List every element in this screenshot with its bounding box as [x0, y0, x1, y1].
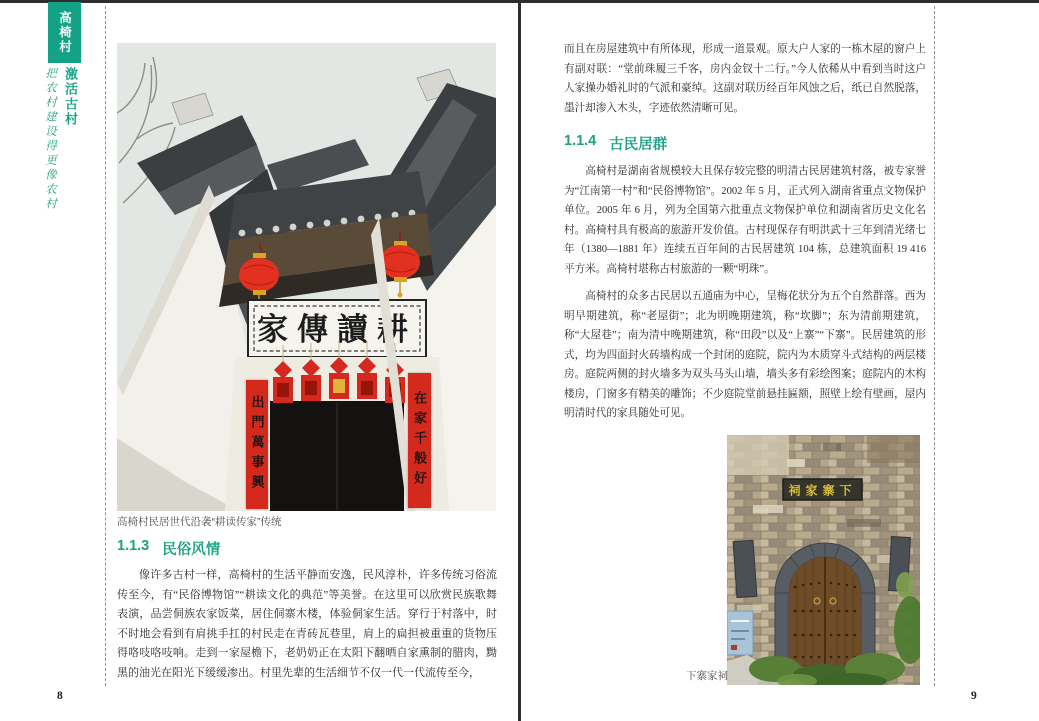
- sidebar-village-badge: [48, 2, 81, 63]
- series-slogan: 把农村建设得更像农村: [44, 67, 56, 212]
- arched-doorway: [775, 543, 875, 667]
- shrine-plaque: [783, 479, 862, 500]
- center-binding-line: [518, 0, 521, 721]
- village-name: 高椅村: [57, 10, 72, 55]
- gate-plaque-text: 家傳讀耕: [257, 312, 417, 347]
- left-photo-gate: [117, 43, 496, 511]
- section-title: 古民居群: [609, 137, 668, 153]
- right-page-dashed-divider: [934, 6, 935, 686]
- right-photo-shrine: [727, 435, 920, 685]
- section-heading-1-1-4: [564, 133, 667, 154]
- shrine-photo-art: [727, 435, 920, 685]
- couplet-left: 出門萬事興: [246, 380, 268, 509]
- gate-plaque: [248, 300, 426, 357]
- left-page-number: 8: [57, 690, 63, 702]
- left-photo-caption: 高椅村民居世代沿袭“耕读传家”传统: [117, 516, 282, 528]
- section-title: 民俗风情: [162, 542, 221, 558]
- section-number: 1.1.3: [117, 538, 150, 554]
- blue-notice-sign: [727, 611, 753, 655]
- section-heading-1-1-3: [117, 538, 220, 559]
- right-page-paragraph-1: 高椅村是湖南省规模较大且保存较完整的明清古民居建筑村落，被专家誉为“江南第一村”和“民俗博物馆”。2002 年 5 月，正式列入湖南省重点文物保护单位。2005 年 6 月，列为全国第六批重点文物保护单位和湖南省历史文化名村。高椅村具有极高的旅游开发价值。古村现保存有明洪武十三年到清光绪七年（1380—1881 年）连续五百年间的古民居建筑 104 栋，总建筑面积 19 416 平方米。高椅村堪称古村旅游的一颗“明珠”。: [564, 166, 926, 275]
- right-page-paragraph-2: 高椅村的众多古民居以五通庙为中心，呈梅花状分为五个自然群落。西为明早期建筑，称“老屋街”；北为明晚期建筑，称“坎脚”；东为清前期建筑，称“大屋巷”；南为清中晚期建筑，称“田段”以及“上寨”“下寨”。民居建筑的形式，均为四面封火砖墙构成一个封闭的庭院，院内为木质穿斗式结构的两层楼房。庭院两侧的封火墙多为双头马头山墙，墙头多有彩绘图案；庭院内的木构楼房，门窗多有精美的雕饰；不少庭院堂前悬挂匾额，照壁上绘有壁画，屋内明清时代的家具随处可见。: [564, 291, 926, 419]
- left-page-dashed-divider: [105, 6, 106, 686]
- left-page-paragraph: 像许多古村一样，高椅村的生活平静而安逸，民风淳朴，许多传统习俗流传至今，有“民俗博物馆”“耕读文化的典范”等美誉。在这里可以欣赏民族歌舞表演，品尝侗族农家饭菜，居住侗寨木楼，体验侗家生活。穿行于村落中，时不时地会看到有肩挑手扛的村民走在青砖瓦巷里，肩上的扁担被重重的货物压得咯吱咯吱响。走到一家屋檐下，老奶奶正在太阳下翻晒自家熏制的腊肉，黝黑的油光在阳光下缓缓渗出。村里先辈的生活细节不仅一代一代流传至今，: [117, 569, 497, 679]
- right-page-number: 9: [971, 690, 977, 702]
- couplet-right: 在家千般好: [408, 373, 431, 508]
- shrine-plaque-text: 祠家寨下: [788, 483, 857, 498]
- series-title: 激活古村: [63, 67, 78, 127]
- gate-photo-art: [117, 43, 496, 511]
- right-page-paragraph-continuation: 而且在房屋建筑中有所体现，形成一道景观。原大户人家的一栋木屋的窗户上有副对联：“堂前珠履三千客，房内金钗十二行。”今人依稀从中看到当时这户人家操办婚礼时的气派和豪绰。这副对联历经百年风蚀之后，纸已自然脱落，墨汁却渗入木头，字迹依然清晰可见。: [564, 44, 926, 114]
- section-number: 1.1.4: [564, 133, 597, 149]
- right-photo-caption: 下寨家祠: [686, 670, 728, 682]
